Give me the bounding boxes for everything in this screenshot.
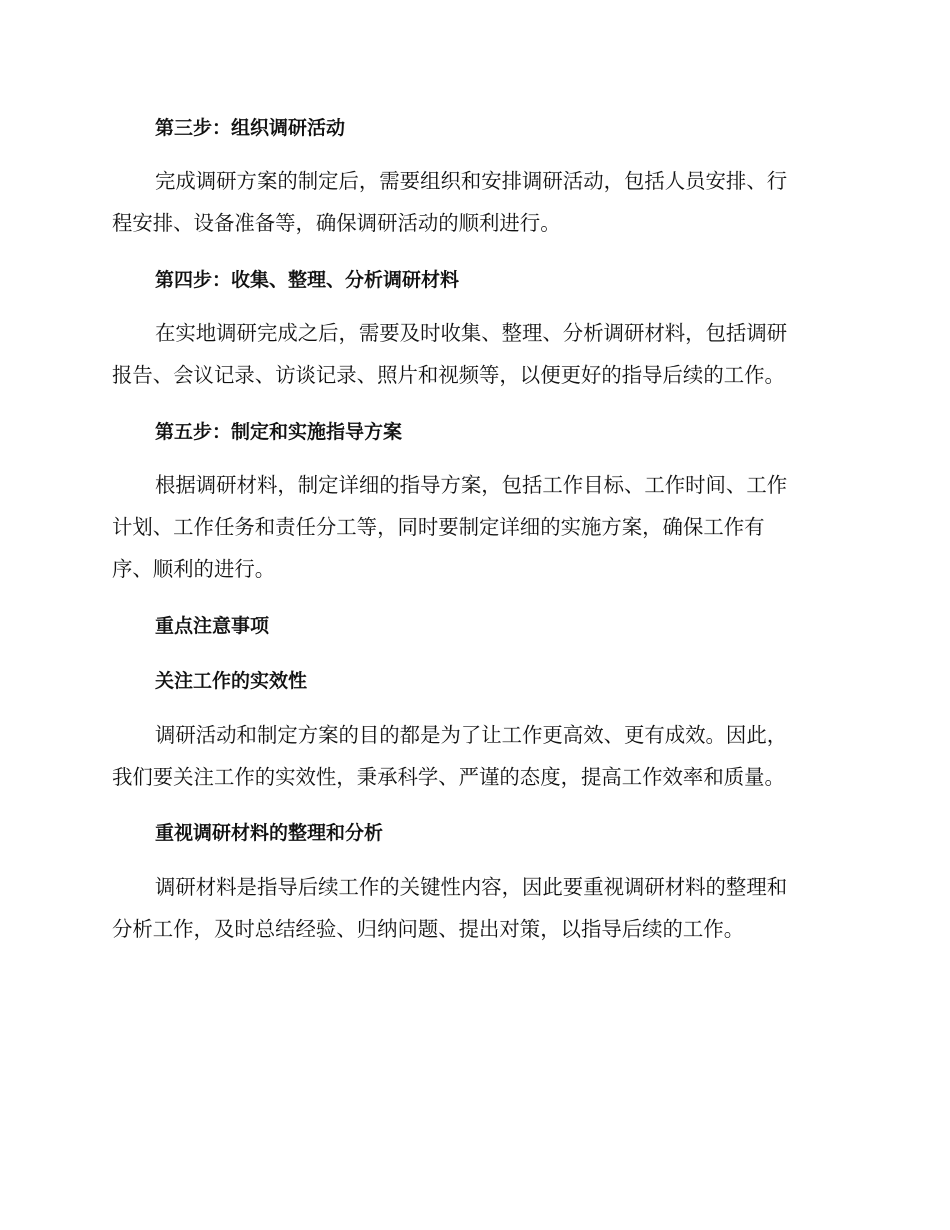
section-paragraph-step-5: [112, 464, 832, 590]
paragraph-line: 序、顺利的进行。: [112, 557, 276, 581]
section-heading-effectiveness: 关注工作的实效性: [155, 670, 308, 692]
section-paragraph-materials: [112, 866, 832, 950]
paragraph-line: 计划、工作任务和责任分工等，同时要制定详细的实施方案，确保工作有: [112, 515, 765, 539]
paragraph-line: 程安排、设备准备等，确保调研活动的顺利进行。: [112, 211, 561, 235]
section-heading-step-3: 第三步：组织调研活动: [155, 117, 346, 139]
section-heading-step-4: 第四步：收集、整理、分析调研材料: [155, 269, 460, 291]
paragraph-line: 分析工作，及时总结经验、归纳问题、提出对策，以指导后续的工作。: [112, 917, 745, 941]
paragraph-line: 完成调研方案的制定后，需要组织和安排调研活动，包括人员安排、行: [155, 169, 788, 193]
section-heading-step-5: 第五步：制定和实施指导方案: [155, 421, 403, 443]
paragraph-line: 我们要关注工作的实效性，秉承科学、严谨的态度，提高工作效率和质量。: [112, 765, 785, 789]
paragraph-line: 报告、会议记录、访谈记录、照片和视频等，以便更好的指导后续的工作。: [112, 363, 785, 387]
section-paragraph-step-3: [112, 160, 832, 244]
section-paragraph-step-4: [112, 312, 832, 396]
paragraph-line: 调研材料是指导后续工作的关键性内容，因此要重视调研材料的整理和: [155, 875, 788, 899]
section-paragraph-effectiveness: [112, 714, 832, 798]
section-heading-key-notes: 重点注意事项: [155, 615, 270, 637]
paragraph-line: 调研活动和制定方案的目的都是为了让工作更高效、更有成效。因此，: [155, 723, 788, 747]
paragraph-line: 在实地调研完成之后，需要及时收集、整理、分析调研材料，包括调研: [155, 321, 788, 345]
paragraph-line: 根据调研材料，制定详细的指导方案，包括工作目标、工作时间、工作: [155, 473, 788, 497]
section-heading-materials: 重视调研材料的整理和分析: [155, 822, 384, 844]
